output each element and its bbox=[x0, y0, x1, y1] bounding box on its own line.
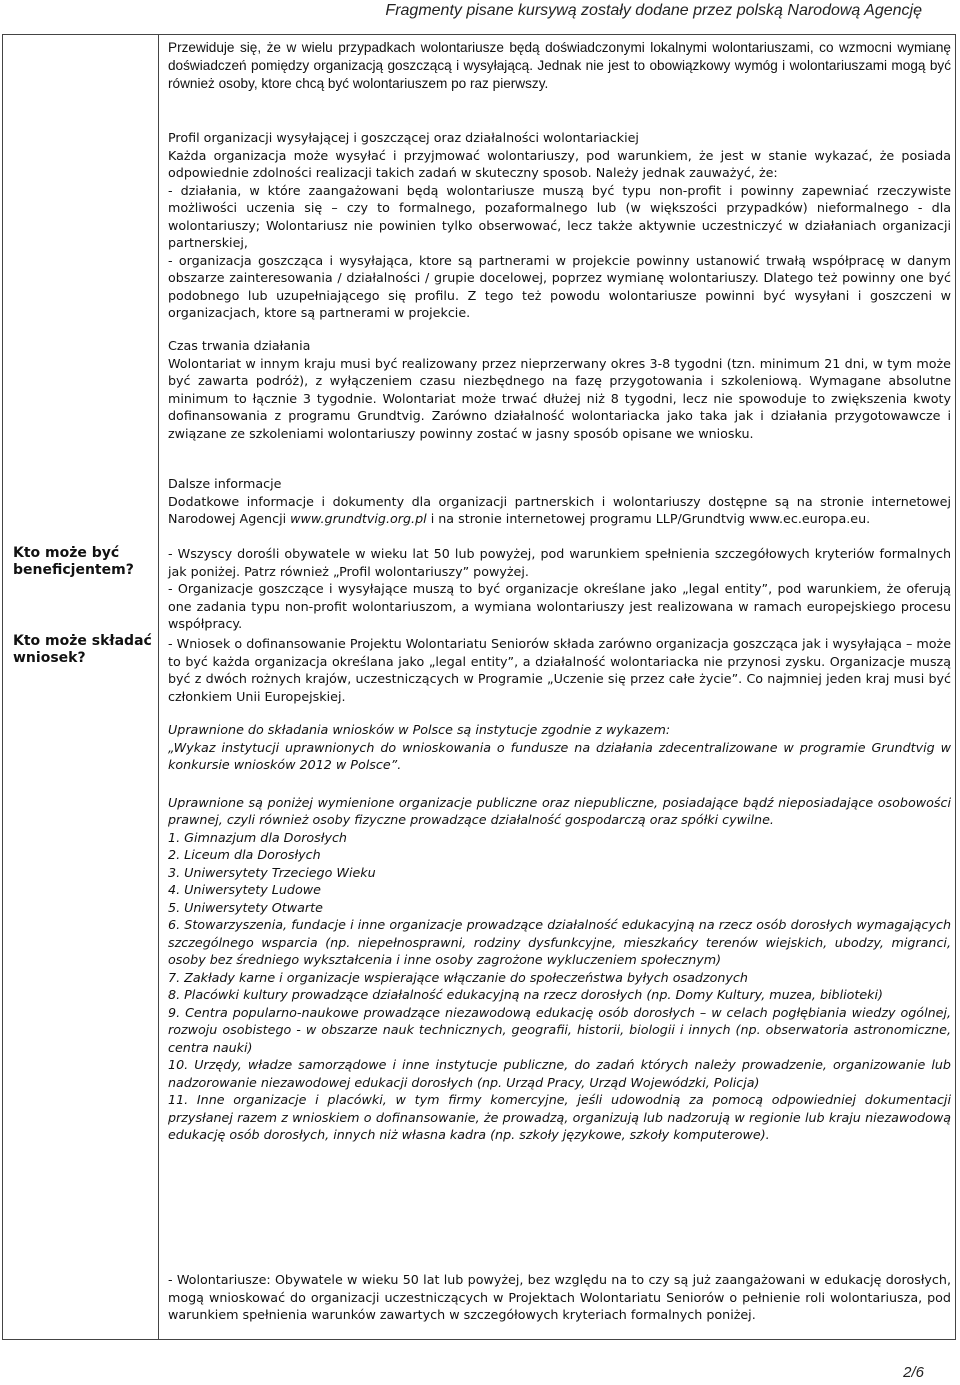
page-number: 2/6 bbox=[903, 1364, 924, 1381]
list-item: 7. Zakłady karne i organizacje wspierające włączanie do społeczeństwa byłych osadzonych bbox=[168, 969, 748, 985]
sidebar-question-beneficiary: Kto może być beneficjentem? bbox=[13, 545, 134, 578]
profil-heading: Profil organizacji wysyłającej i goszczącej oraz działalności wolontariackiej bbox=[168, 130, 639, 145]
section-beneficjent bbox=[168, 545, 951, 633]
list-item: 1. Gimnazjum dla Dorosłych bbox=[168, 829, 347, 845]
section-uprawnione bbox=[168, 721, 951, 1144]
beneficjent-paragraph-2: - Organizacje goszczące i wysyłające muszą to być organizacje określane jako „legal entity”, pod warunkiem, że oferują one zadania typu non-profit wolontariuszom, a wymiana wolontariuszy jest realizowana w ramach europejskiego procesu współpracy. bbox=[168, 581, 951, 631]
wniosek-paragraph: - Wniosek o dofinansowanie Projektu Wolontariatu Seniorów składa zarówno organizacja goszcząca jak i wysyłająca – może to być każda organizacja określana jako „legal entity”, a działalność wolontariacka nie przynosi zysku. Organizacje muszą być z dwóch rożnych krajów, uczestniczących w Programie „Uczenie się przez całe życie”. Co najmniej jeden kraj musi być członkiem Unii Europejskiej. bbox=[168, 636, 951, 704]
list-item: 6. Stowarzyszenia, fundacje i inne organizacje prowadzące działalność edukacyjną na rzecz osób dorosłych wymagających szczególnego wsparcia (np. niepełnosprawni, rodziny dysfunkcyjne, mieszkańcy terenów wiejskich, ubodzy, migranci, osoby bez średniego wykształcenia i inne osoby zagrożone wykluczeniem społecznym) bbox=[168, 917, 951, 967]
list-item: 5. Uniwersytety Otwarte bbox=[168, 899, 323, 915]
uprawnione-paragraph-2: „Wykaz instytucji uprawnionych do wnioskowania o fundusze na działania zdecentralizowane w programie Grundtvig w konkursie wniosków 2012 w Polsce”. bbox=[168, 739, 951, 772]
list-item: 3. Uniwersytety Trzeciego Wieku bbox=[168, 864, 376, 880]
list-item: 10. Urzędy, władze samorządowe i inne instytucje publiczne, do zadań których należy prowadzenie, organizowanie lub nadzorowanie niezawodowej edukacji dorosłych (np. Urząd Pracy, Urząd Wojewódzki, Policja) bbox=[168, 1057, 951, 1090]
profil-paragraph-2: - działania, w które zaangażowani będą wolontariusze muszą być typu non-profit i powinny zapewniać rzeczywiste możliwości uczenia się – czy to formalnego, pozaformalnego lub (w większości przypadków) nieformalnego - dla wolontariuszy; Wolontariusz nie powinien tylko obserwować, lecz także aktywnie uczestniczyć w działaniach organizacji partnerskiej, bbox=[168, 182, 951, 250]
page-header-note: Fragmenty pisane kursywą zostały dodane przez polską Narodową Agencję bbox=[385, 2, 922, 19]
dalsze-text-b: i na stronie internetowej programu LLP/Grundtvig www.ec.europa.eu. bbox=[426, 511, 871, 526]
intro-text: Przewiduje się, że w wielu przypadkach wolontariusze będą doświadczonymi lokalnymi wolontariuszami, co wzmocni wymianę doświadczeń pomiędzy organizacją goszczącą i wysyłającą. Jednak nie jest to obowiązkowy wymóg i wolontariuszami mogą być również osoby, ktore chcą być wolontariuszem po raz pierwszy. bbox=[168, 40, 951, 91]
uprawnione-paragraph-1: Uprawnione do składania wniosków w Polsce są instytucje zgodnie z wykazem: bbox=[168, 722, 671, 737]
section-wolontariusze bbox=[168, 1271, 951, 1324]
dalsze-paragraph bbox=[168, 493, 951, 528]
section-czas bbox=[168, 337, 951, 442]
list-item: 11. Inne organizacje i placówki, w tym firmy komercyjne, jeśli udowodnią za pomocą odpowiedniej dokumentacji przysłanej razem z wnioskiem o dofinansowanie, że prowadzą, organizują lub nadzorują w regionie lub kraju niezawodową edukację osób dorosłych, innych niż własna kadra (np. szkoły językowe, szkoły komputerowe). bbox=[168, 1092, 951, 1142]
institution-list bbox=[168, 829, 951, 1144]
sidebar-question-applicant: Kto może składać wniosek? bbox=[13, 633, 152, 666]
column-divider bbox=[158, 35, 159, 1339]
list-item: 4. Uniwersytety Ludowe bbox=[168, 882, 321, 897]
wolontariusze-paragraph: - Wolontariusze: Obywatele w wieku 50 lat lub powyżej, bez względu na to czy są już zaangażowani w edukację dorosłych, mogą wnioskować do organizacji uczestniczących w Projektach Wolontariatu Seniorów o pełnienie roli wolontariusza, pod warunkiem spełnienia warunków zawartych w szczegółowych kryteriach formalnych poniżej. bbox=[168, 1272, 951, 1322]
section-profil bbox=[168, 129, 951, 322]
dalsze-heading: Dalsze informacje bbox=[168, 476, 282, 491]
section-dalsze bbox=[168, 475, 951, 528]
beneficjent-paragraph-1: - Wszyscy dorośli obywatele w wieku lat 50 lub powyżej, pod warunkiem spełnienia szczegółowych kryteriów formalnych jak poniżej. Patrz również „Profil wolontariuszy” powyżej. bbox=[168, 546, 951, 579]
list-item: 9. Centra popularno-naukowe prowadzące niezawodową edukację osób dorosłych – w celach pogłębiania wiedzy ogólnej, rozwoju osobistego - w obszarze nauk technicznych, geografii, historii, biologii i innych (np. obserwatoria astronomiczne, centra nauki) bbox=[168, 1004, 951, 1055]
list-item: 2. Liceum dla Dorosłych bbox=[168, 847, 321, 862]
czas-heading: Czas trwania działania bbox=[168, 338, 311, 353]
list-item: 8. Placówki kultury prowadzące działalność edukacyjną na rzecz dorosłych (np. Domy Kultury, muzea, biblioteki) bbox=[168, 987, 884, 1002]
content-table bbox=[2, 34, 956, 1340]
section-wniosek bbox=[168, 635, 951, 705]
na-website-link[interactable]: www.grundtvig.org.pl bbox=[290, 511, 427, 526]
profil-paragraph-1: Każda organizacja może wysyłać i przyjmować wolontariuszy, pod warunkiem, że jest w stanie wykazać, że posiada odpowiednie zdolności realizacji takich zadań w skuteczny sposob. Należy jednak zauważyć, że: bbox=[168, 147, 951, 180]
czas-paragraph: Wolontariat w innym kraju musi być realizowany przez nieprzerwany okres 3-8 tygodni (tzn. minimum 21 dni, w tym może być zawarta podróż), z wyłączeniem czasu niezbędnego na fazę przygotowania i szkoleniową. Wymagane absolutne minimum to łącznie 3 tygodnie. Wolontariat może trwać dłużej niż 8 tygodni, lecz nie spowoduje to zwiększenia kwoty dofinansowania z programu Grundtvig. Zarówno działalność wolontariacka jako taka jak i działania przygotowawcze i związane ze szkoleniami wolontariuszy powinny zostać w jasny sposób opisane we wniosku. bbox=[168, 355, 951, 441]
profil-paragraph-3: - organizacja goszcząca i wysyłająca, ktore są partnerami w projekcie powinny ustanowić trwałą współpracę w danym obszarze zainteresowania / działalności / grupie docelowej, poprzez wymianę wolontariuszy. Dlatego też powinny one być podobnego lub uzupełniającego się profilu. Z tego też powodu wolontariusze powinni być wysyłani i goszczeni w organizacjach, ktore są partnerami w projekcie. bbox=[168, 252, 951, 320]
uprawnione-paragraph-3: Uprawnione są poniżej wymienione organizacje publiczne oraz niepubliczne, posiadające bądź nieposiadające osobowości prawnej, czyli również osoby fizyczne prowadzące działalność gospodarczą oraz spółki cywilne. bbox=[168, 794, 951, 827]
dalsze-text-a: Dodatkowe informacje i dokumenty dla organizacji partnerskich i wolontariuszy dostępne są na stronie internetowej Narodowej Agencji bbox=[168, 493, 951, 526]
intro-paragraph bbox=[168, 39, 951, 92]
